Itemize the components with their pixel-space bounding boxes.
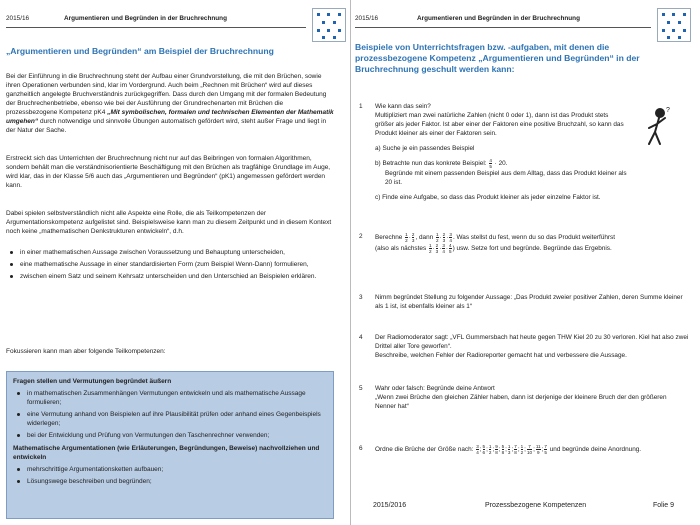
fraction: $\frac{4}{5}$ — [489, 158, 492, 169]
logo-icon — [312, 8, 346, 42]
fraction: $\frac{1}{2}$ — [520, 444, 524, 455]
fraction: $\frac{9}{8}$ — [495, 444, 498, 455]
task-number: 4 — [359, 334, 363, 341]
task-1-a: a) Suche je ein passendes Beispiel — [375, 145, 475, 152]
fraction: $\frac{2}{3}$ — [411, 232, 415, 243]
left-paragraph-3: Dabei spielen selbstverständlich nicht alle Aspekte eine Rolle, die als Teilkompetenzen der Argumentationskompetenz aufgelistet sind. Beispielsweise kann man zu diesem Zeitpunkt und in diesem Kontext noch keine „mathematischen Denkstrukturen entwickeln“, d.h. — [6, 210, 332, 235]
fraction: $\frac{5}{6}$ — [482, 444, 486, 455]
p1-text-b: durch notwendige und sinnvolle Übungen automatisch gefördert wird, steht außer Frage und liegt in der Natur der Sache. — [6, 118, 327, 134]
task-5 — [359, 384, 689, 411]
fraction: $\frac{5}{8}$ — [501, 444, 505, 455]
fraction: $\frac{4}{5}$ — [449, 243, 452, 254]
fraction: $\frac{1}{2}$ — [435, 232, 439, 243]
fraction: $\frac{1}{3}$ — [507, 444, 511, 455]
right-header-year: 2015/16 — [355, 15, 379, 22]
focus-text: Fokussieren kann man aber folgende Teilkompetenzen: — [6, 348, 166, 355]
footer-slide-number: Folie 9 — [653, 502, 675, 509]
task-2-line-2: (also als nächstes $\frac{1}{2}$ · $\frac{2}{3}$ · $\frac{3}{4}$ · $\frac{4}{5}$ ) usw. Setze fort und begründe. Begründe das Ergebnis. — [375, 243, 612, 254]
task-2 — [359, 232, 689, 254]
list-item: mehrschrittige Argumentationsketten aufbauen; — [13, 465, 327, 474]
task-number: 2 — [359, 233, 363, 240]
left-header-title: Argumentieren und Begründen in der Bruchrechnung — [64, 15, 227, 22]
fraction: $\frac{7}{8}$ — [514, 444, 517, 455]
task-number: 6 — [359, 445, 363, 452]
task-number: 5 — [359, 385, 363, 392]
task-1 — [359, 102, 627, 202]
fraction-list: $\frac{3}{4}$ ; $\frac{5}{6}$ ; $\frac{1}{2}$ ; $\frac{9}{8}$ ; $\frac{5}{8}$ ; $\frac{1}{3}$ ; $\frac{7}{8}$ ; $\frac{1}{2}$ ; $\frac{7}{10}$ ; $\frac{11}{9}$ ; $\frac{7}{5}$ — [476, 444, 547, 455]
list-item: bei der Entwicklung und Prüfung von Vermutungen den Taschenrechner verwenden; — [13, 431, 327, 440]
task-5-text: „Wenn zwei Brüche den gleichen Zähler haben, dann ist derjenige der kleinere Bruch der den größeren Nenner hat“ — [375, 394, 667, 410]
svg-text:?: ? — [666, 107, 670, 114]
fraction-product: $\frac{1}{2}$ · $\frac{2}{3}$ · $\frac{3}{4}$ — [435, 232, 452, 243]
box-heading-1: Fragen stellen und Vermutungen begründet äußern — [13, 378, 172, 385]
task-1-question: Wie kann das sein? — [375, 103, 431, 110]
fraction: $\frac{1}{2}$ — [405, 232, 408, 243]
task-1-b — [375, 158, 627, 169]
list-item: Lösungswege beschreiben und begründen; — [13, 477, 327, 486]
fraction-product: $\frac{1}{2}$ · $\frac{2}{3}$ · $\frac{3}{4}$ · $\frac{4}{5}$ — [428, 243, 452, 254]
fraction-product: $\frac{1}{2}$ · $\frac{2}{3}$ — [405, 232, 415, 243]
task-3 — [359, 293, 689, 311]
task-1-b-detail: Begründe mit einem passenden Beispiel aus dem Alltag, dass das Produkt kleiner als 20 ist. — [385, 170, 627, 186]
logo-icon — [657, 8, 691, 42]
task-2-line-1: Berechne $\frac{1}{2}$ · $\frac{2}{3}$ , dann $\frac{1}{2}$ · $\frac{2}{3}$ · $\frac{3}{4}$ . Was stellst du fest, wenn du so das Produkt weiterführst — [375, 232, 616, 243]
box-list-1 — [13, 389, 327, 440]
task-4 — [359, 333, 689, 360]
fraction: $\frac{3}{4}$ — [476, 444, 479, 455]
fraction: $\frac{3}{4}$ — [449, 232, 452, 243]
list-item: eine Vermutung anhand von Beispielen auf ihre Plausibilität prüfen oder anhand eines Gegenbeispiels widerlegen; — [13, 410, 327, 428]
footer-year: 2015/2016 — [373, 502, 407, 509]
fraction: $\frac{11}{9}$ — [535, 444, 541, 455]
p1-text-a: Bei der Einführung in die Bruchrechnung steht der Aufbau einer Grundvorstellung, die mit den Brüchen, sowie ihren Operationen verbunden sind, klar im Vordergrund. Auch beim „Rechnen mit Brüchen“ wird auf dieses ganzheitlich angelegte Bruchverständnis zurückgegriffen. Dass durch den Umgang mit der formalen Bedeutung der Bruchrechenbetriebe, ebenso wie bei der Ausführung der Grundrechenarten mit Brüchen die prozessbezogene Kompetenz pK4 — [6, 73, 327, 116]
fraction: $\frac{3}{4}$ — [442, 243, 445, 254]
task-6 — [359, 444, 689, 455]
left-paragraph-1 — [6, 72, 334, 135]
fraction: $\frac{1}{2}$ — [428, 243, 432, 254]
list-item: in einer mathematischen Aussage zwischen Voraussetzung und Behauptung unterscheiden, — [6, 248, 334, 257]
fraction: $\frac{7}{10}$ — [526, 444, 533, 455]
left-heading: „Argumentieren und Begründen“ am Beispiel der Bruchrechnung — [6, 46, 274, 56]
task-1-text: Multipliziert man zwei natürliche Zahlen (nicht 0 oder 1), dann ist das Produkt stets größer als jeder Faktor. Ist aber einer der Faktoren eine positive Bruchzahl, so kann das Produkt kleiner als einer der Faktoren sein. — [375, 112, 624, 137]
left-bullet-list — [6, 248, 334, 284]
left-header — [6, 10, 306, 28]
task-4-text: Der Radiomoderator sagt: „VFL Gummersbach hat heute gegen THW Kiel 20 zu 30 verloren. Kiel hat also zwei Drittel aller Tore geworfen“. — [375, 334, 689, 350]
box-list-2 — [13, 465, 327, 486]
list-item: eine mathematische Aussage in einer standardisierten Form (zum Beispiel Wenn-Dann) formulieren, — [6, 260, 334, 269]
task-3-text: Nimm begründet Stellung zu folgender Aussage: „Das Produkt zweier positiver Zahlen, deren Summe kleiner als 1 ist, ist ebenfalls kleiner als 1“ — [375, 294, 683, 310]
task-1-c: c) Finde eine Aufgabe, so dass das Produkt kleiner als jeder einzelne Faktor ist. — [375, 194, 601, 201]
right-header-title: Argumentieren und Begründen in der Bruchrechnung — [417, 15, 580, 22]
fraction: $\frac{2}{3}$ — [435, 243, 439, 254]
right-page — [350, 0, 700, 525]
list-item: zwischen einem Satz und seinem Kehrsatz unterscheiden und den Unterschied an Beispielen erklären. — [6, 272, 334, 281]
list-item: in mathematischen Zusammenhängen Vermutungen entwickeln und als mathematische Aussage formulieren; — [13, 389, 327, 407]
fraction: $\frac{7}{5}$ — [544, 444, 547, 455]
left-header-year: 2015/16 — [6, 15, 30, 22]
task-1-b-text: b) Betrachte nun das konkrete Beispiel: — [375, 160, 487, 168]
task-6-body: Ordne die Brüche der Größe nach: $\frac{3}{4}$ ; $\frac{5}{6}$ ; $\frac{1}{2}$ ; $\frac{9}{8}$ ; $\frac{5}{8}$ ; $\frac{1}{3}$ ; $\frac{7}{8}$ ; $\frac{1}{2}$ ; $\frac{7}{10}$ ; $\frac{11}{9}$ ; $\frac{7}{5}$ und begründe deine Anordnung. — [375, 444, 642, 455]
task-5-question: Wahr oder falsch: Begründe deine Antwort — [375, 385, 495, 392]
fraction: $\frac{1}{2}$ — [488, 444, 492, 455]
task-4-text-2: Beschreibe, welchen Fehler der Radioreporter gemacht hat und verbessere die Aussage. — [375, 352, 627, 359]
task-number: 1 — [359, 103, 363, 110]
box-heading-2: Mathematische Argumentationen (wie Erläuterungen, Begründungen, Beweise) nachvollziehen und entwickeln — [13, 445, 320, 461]
footer-title: Prozessbezogene Kompetenzen — [485, 502, 587, 509]
task-number: 3 — [359, 294, 363, 301]
thinking-figure-icon — [641, 106, 671, 150]
p1-emphasis: „Mit symbolischen, formalen und technischen Elementen der Mathematik umgehen“ — [6, 109, 334, 125]
competence-box — [6, 371, 334, 519]
left-paragraph-2: Erstreckt sich das Unterrichten der Bruchrechnung nicht nur auf das Beibringen von formalen Algorithmen, sondern behält man die verständnisorientierte Beschäftigung mit den Brüchen als tragfähige Grundlage im Auge, wird klar, das in der Klasse 5/6 auch das „Argumentieren und Begründen“ (pK1) angemessen gefördert werden kann. — [6, 155, 331, 189]
right-heading: Beispiele von Unterrichtsfragen bzw. -aufgaben, mit denen die prozessbezogene Kompetenz „Argumentieren und Begründen“ in der Bruchrechnung geschult werden kann: — [355, 42, 640, 74]
right-header — [355, 10, 651, 28]
task-1-b-text-2: · 20. — [494, 160, 508, 168]
fraction: $\frac{2}{3}$ — [442, 232, 446, 243]
